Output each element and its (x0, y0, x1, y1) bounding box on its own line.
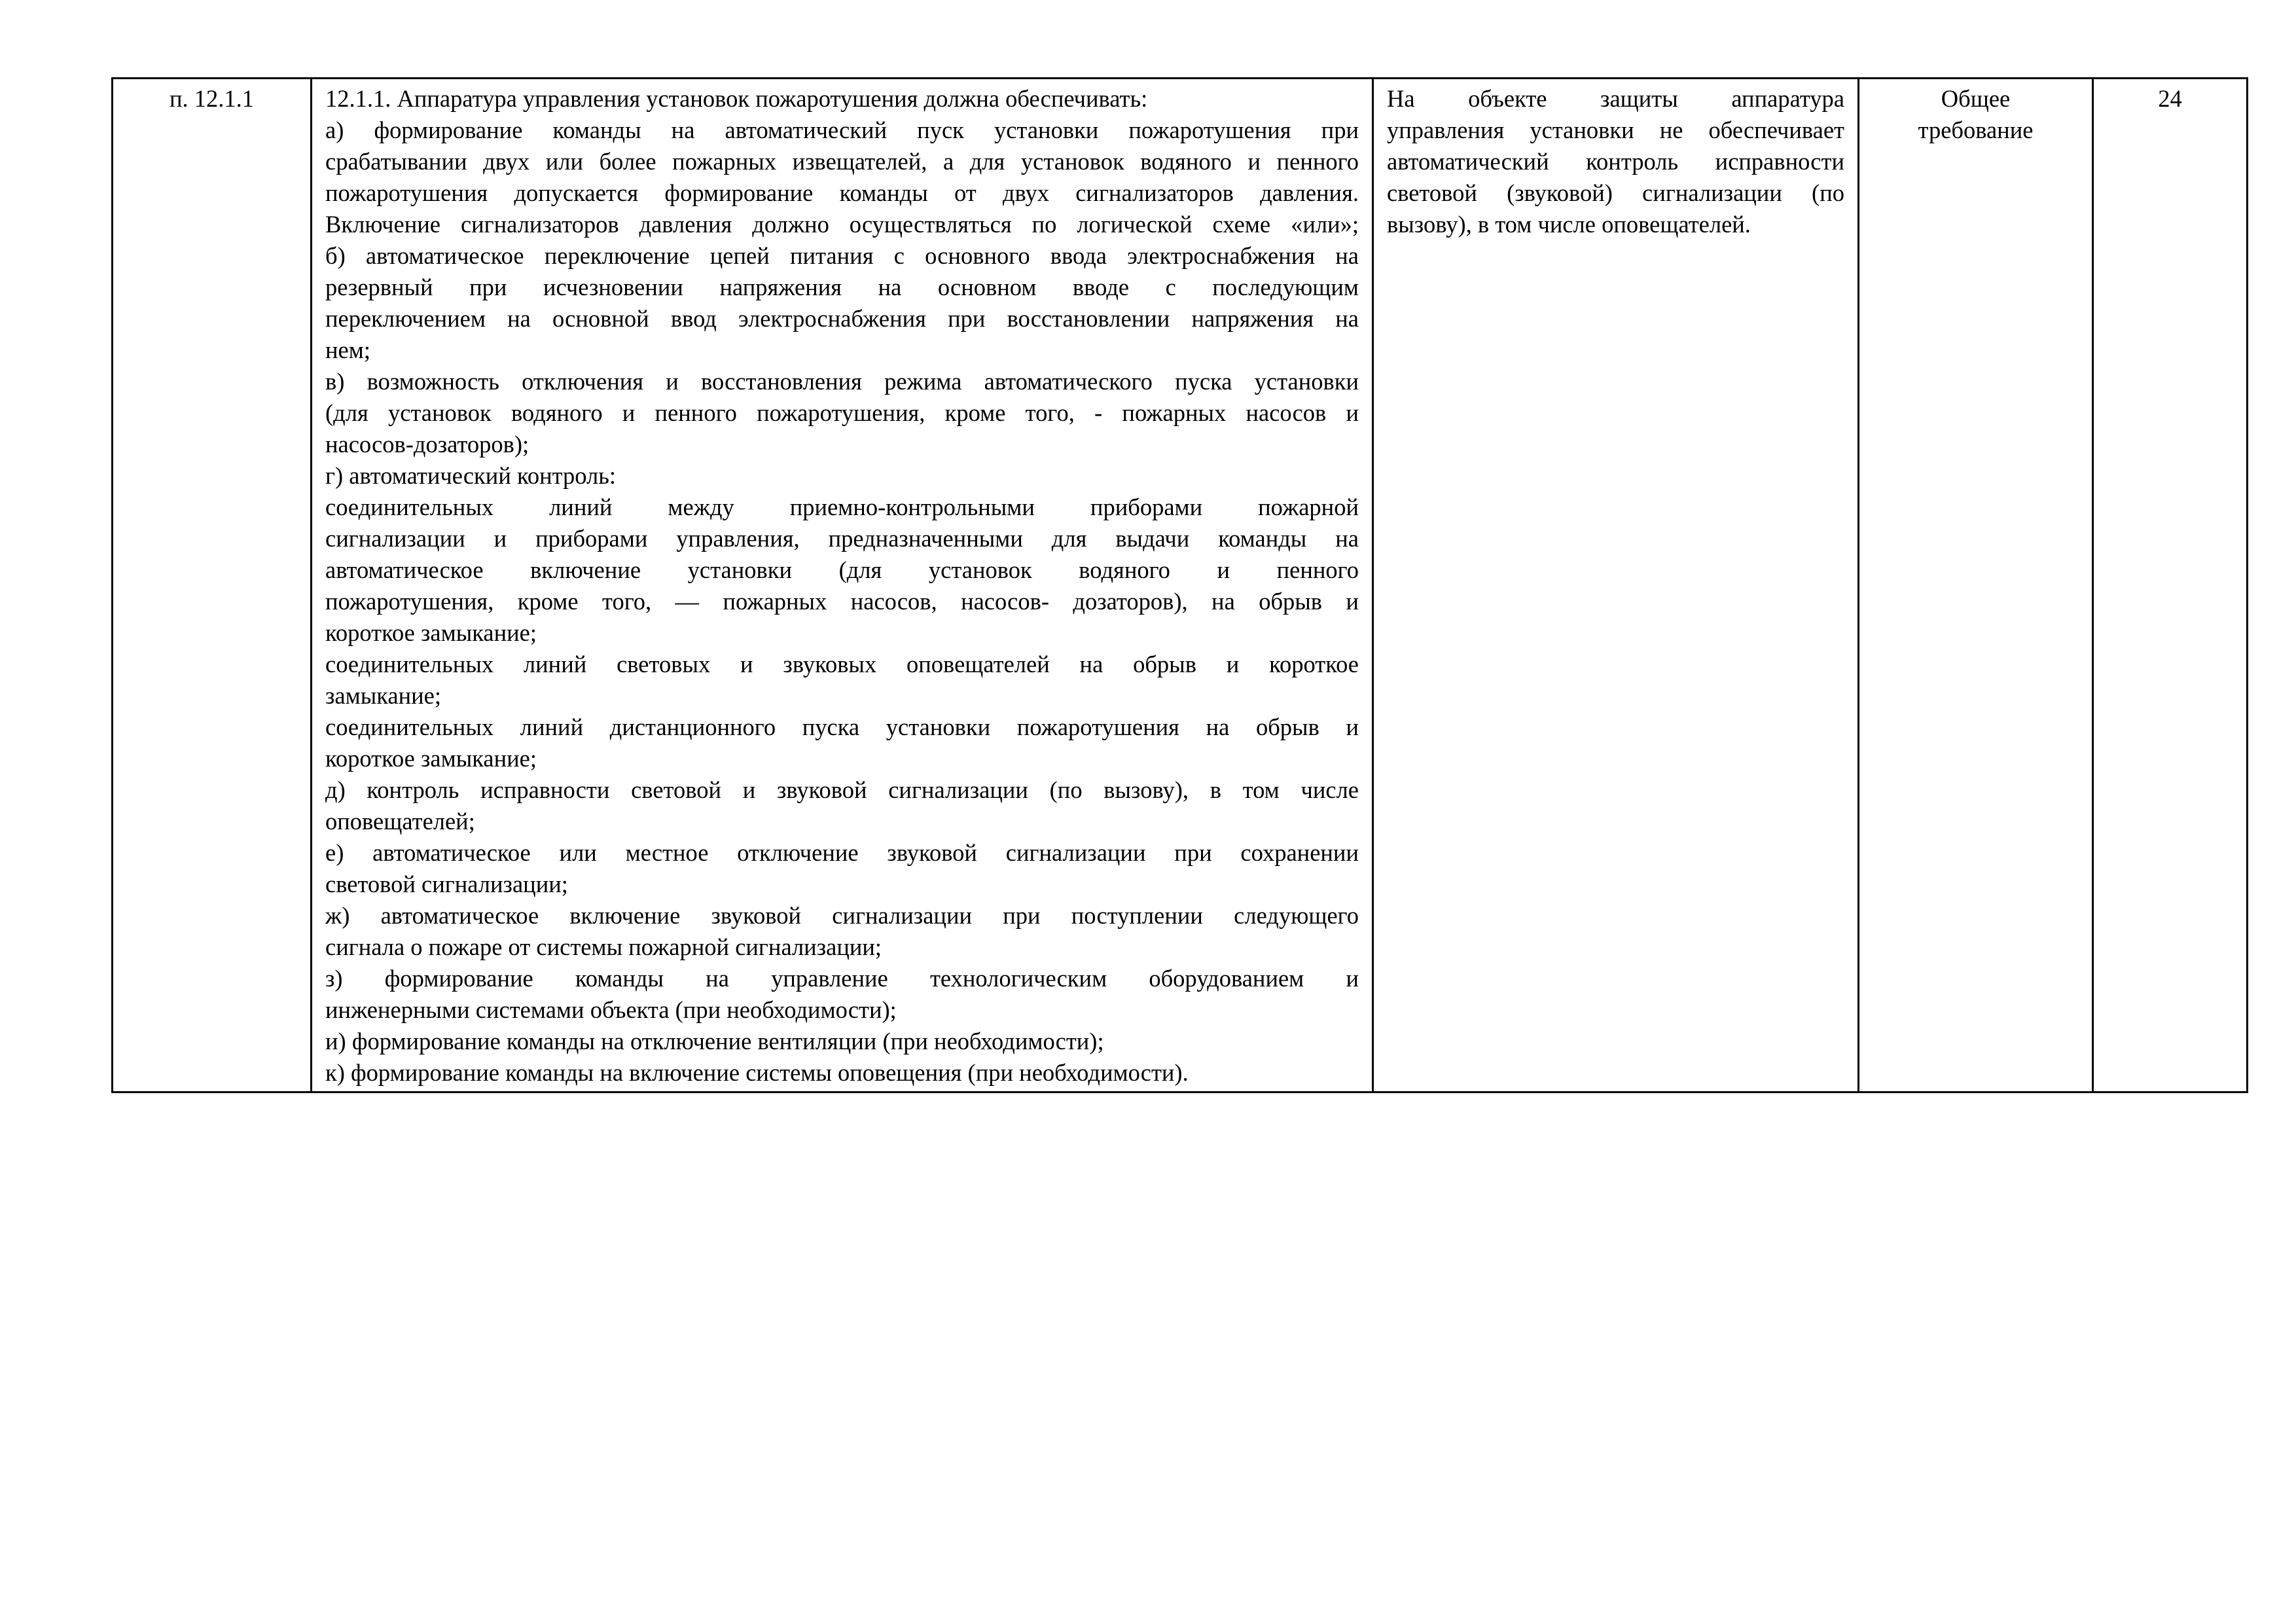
requirement-line: пожаротушения допускается формирование команды от двух сигнализаторов давления. (325, 179, 1359, 206)
requirement-line: ж) автоматическое включение звуковой сигнализации при поступлении следующего (325, 902, 1359, 929)
row-number: 24 (2158, 85, 2182, 112)
requirement-line: и) формирование команды на отключение вентиляции (при необходимости); (325, 1028, 1104, 1055)
category-line: Общее (1941, 85, 2011, 112)
requirement-line: к) формирование команды на включение системы оповещения (при необходимости). (325, 1059, 1189, 1086)
requirement-line: короткое замыкание; (325, 619, 537, 646)
category-line: требование (1918, 117, 2034, 143)
requirement-line: оповещателей; (325, 808, 475, 835)
requirement-line: соединительных линий световых и звуковых оповещателей на обрыв и короткое (325, 651, 1359, 677)
requirement-line: соединительных линий между приемно-контрольными приборами пожарной (325, 494, 1359, 520)
category-cell (1859, 79, 2093, 1092)
requirement-line: резервный при исчезновении напряжения на основном вводе с последующим (325, 274, 1359, 300)
number-cell (2093, 79, 2248, 1092)
violation-line: автоматический контроль исправности (1387, 148, 1844, 175)
requirement-line: з) формирование команды на управление технологическим оборудованием и (325, 965, 1359, 992)
requirement-line: срабатывании двух или более пожарных извещателей, а для установок водяного и пенного (325, 148, 1359, 175)
violation-cell (1373, 79, 1859, 1092)
requirement-line: г) автоматический контроль: (325, 462, 617, 489)
requirement-line: короткое замыкание; (325, 745, 537, 772)
requirement-line: (для установок водяного и пенного пожаротушения, кроме того, - пожарных насосов и (325, 399, 1359, 426)
requirement-line: в) возможность отключения и восстановления режима автоматического пуска установки (325, 368, 1359, 395)
violation-line: световой (звуковой) сигнализации (по (1387, 179, 1844, 206)
clause-ref-cell (113, 79, 312, 1092)
requirement-line: б) автоматическое переключение цепей питания с основного ввода электроснабжения на (325, 242, 1359, 269)
requirement-line: автоматическое включение установки (для установок водяного и пенного (325, 556, 1359, 583)
clause-ref: п. 12.1.1 (169, 85, 255, 112)
requirement-line: замыкание; (325, 682, 442, 709)
requirement-line: инженерными системами объекта (при необходимости); (325, 996, 897, 1023)
violation-line: управления установки не обеспечивает (1387, 117, 1844, 143)
requirement-line: а) формирование команды на автоматический пуск установки пожаротушения при (325, 117, 1359, 143)
violation-line: На объекте защиты аппаратура (1387, 85, 1844, 112)
requirement-line: переключением на основной ввод электроснабжения при восстановлении напряжения на (325, 305, 1359, 332)
requirement-cell (312, 79, 1373, 1092)
requirement-line: нем; (325, 336, 370, 363)
requirement-line: Включение сигнализаторов давления должно осуществляться по логической схеме «или»; (325, 211, 1359, 238)
table-row (113, 79, 2248, 1092)
requirement-line: сигнала о пожаре от системы пожарной сигнализации; (325, 933, 882, 960)
violation-line: вызову), в том числе оповещателей. (1387, 211, 1751, 238)
requirement-line: световой сигнализации; (325, 871, 568, 897)
requirement-line: е) автоматическое или местное отключение звуковой сигнализации при сохранении (325, 839, 1359, 866)
requirement-line: пожаротушения, кроме того, — пожарных насосов, насосов- дозаторов), на обрыв и (325, 588, 1359, 615)
requirement-line: 12.1.1. Аппаратура управления установок пожаротушения должна обеспечивать: (325, 85, 1148, 112)
requirement-line: насосов-дозаторов); (325, 431, 529, 458)
requirement-line: д) контроль исправности световой и звуковой сигнализации (по вызову), в том числе (325, 776, 1359, 803)
requirements-table (111, 77, 2248, 1093)
requirement-line: сигнализации и приборами управления, предназначенными для выдачи команды на (325, 525, 1359, 552)
requirement-line: соединительных линий дистанционного пуска установки пожаротушения на обрыв и (325, 713, 1359, 740)
